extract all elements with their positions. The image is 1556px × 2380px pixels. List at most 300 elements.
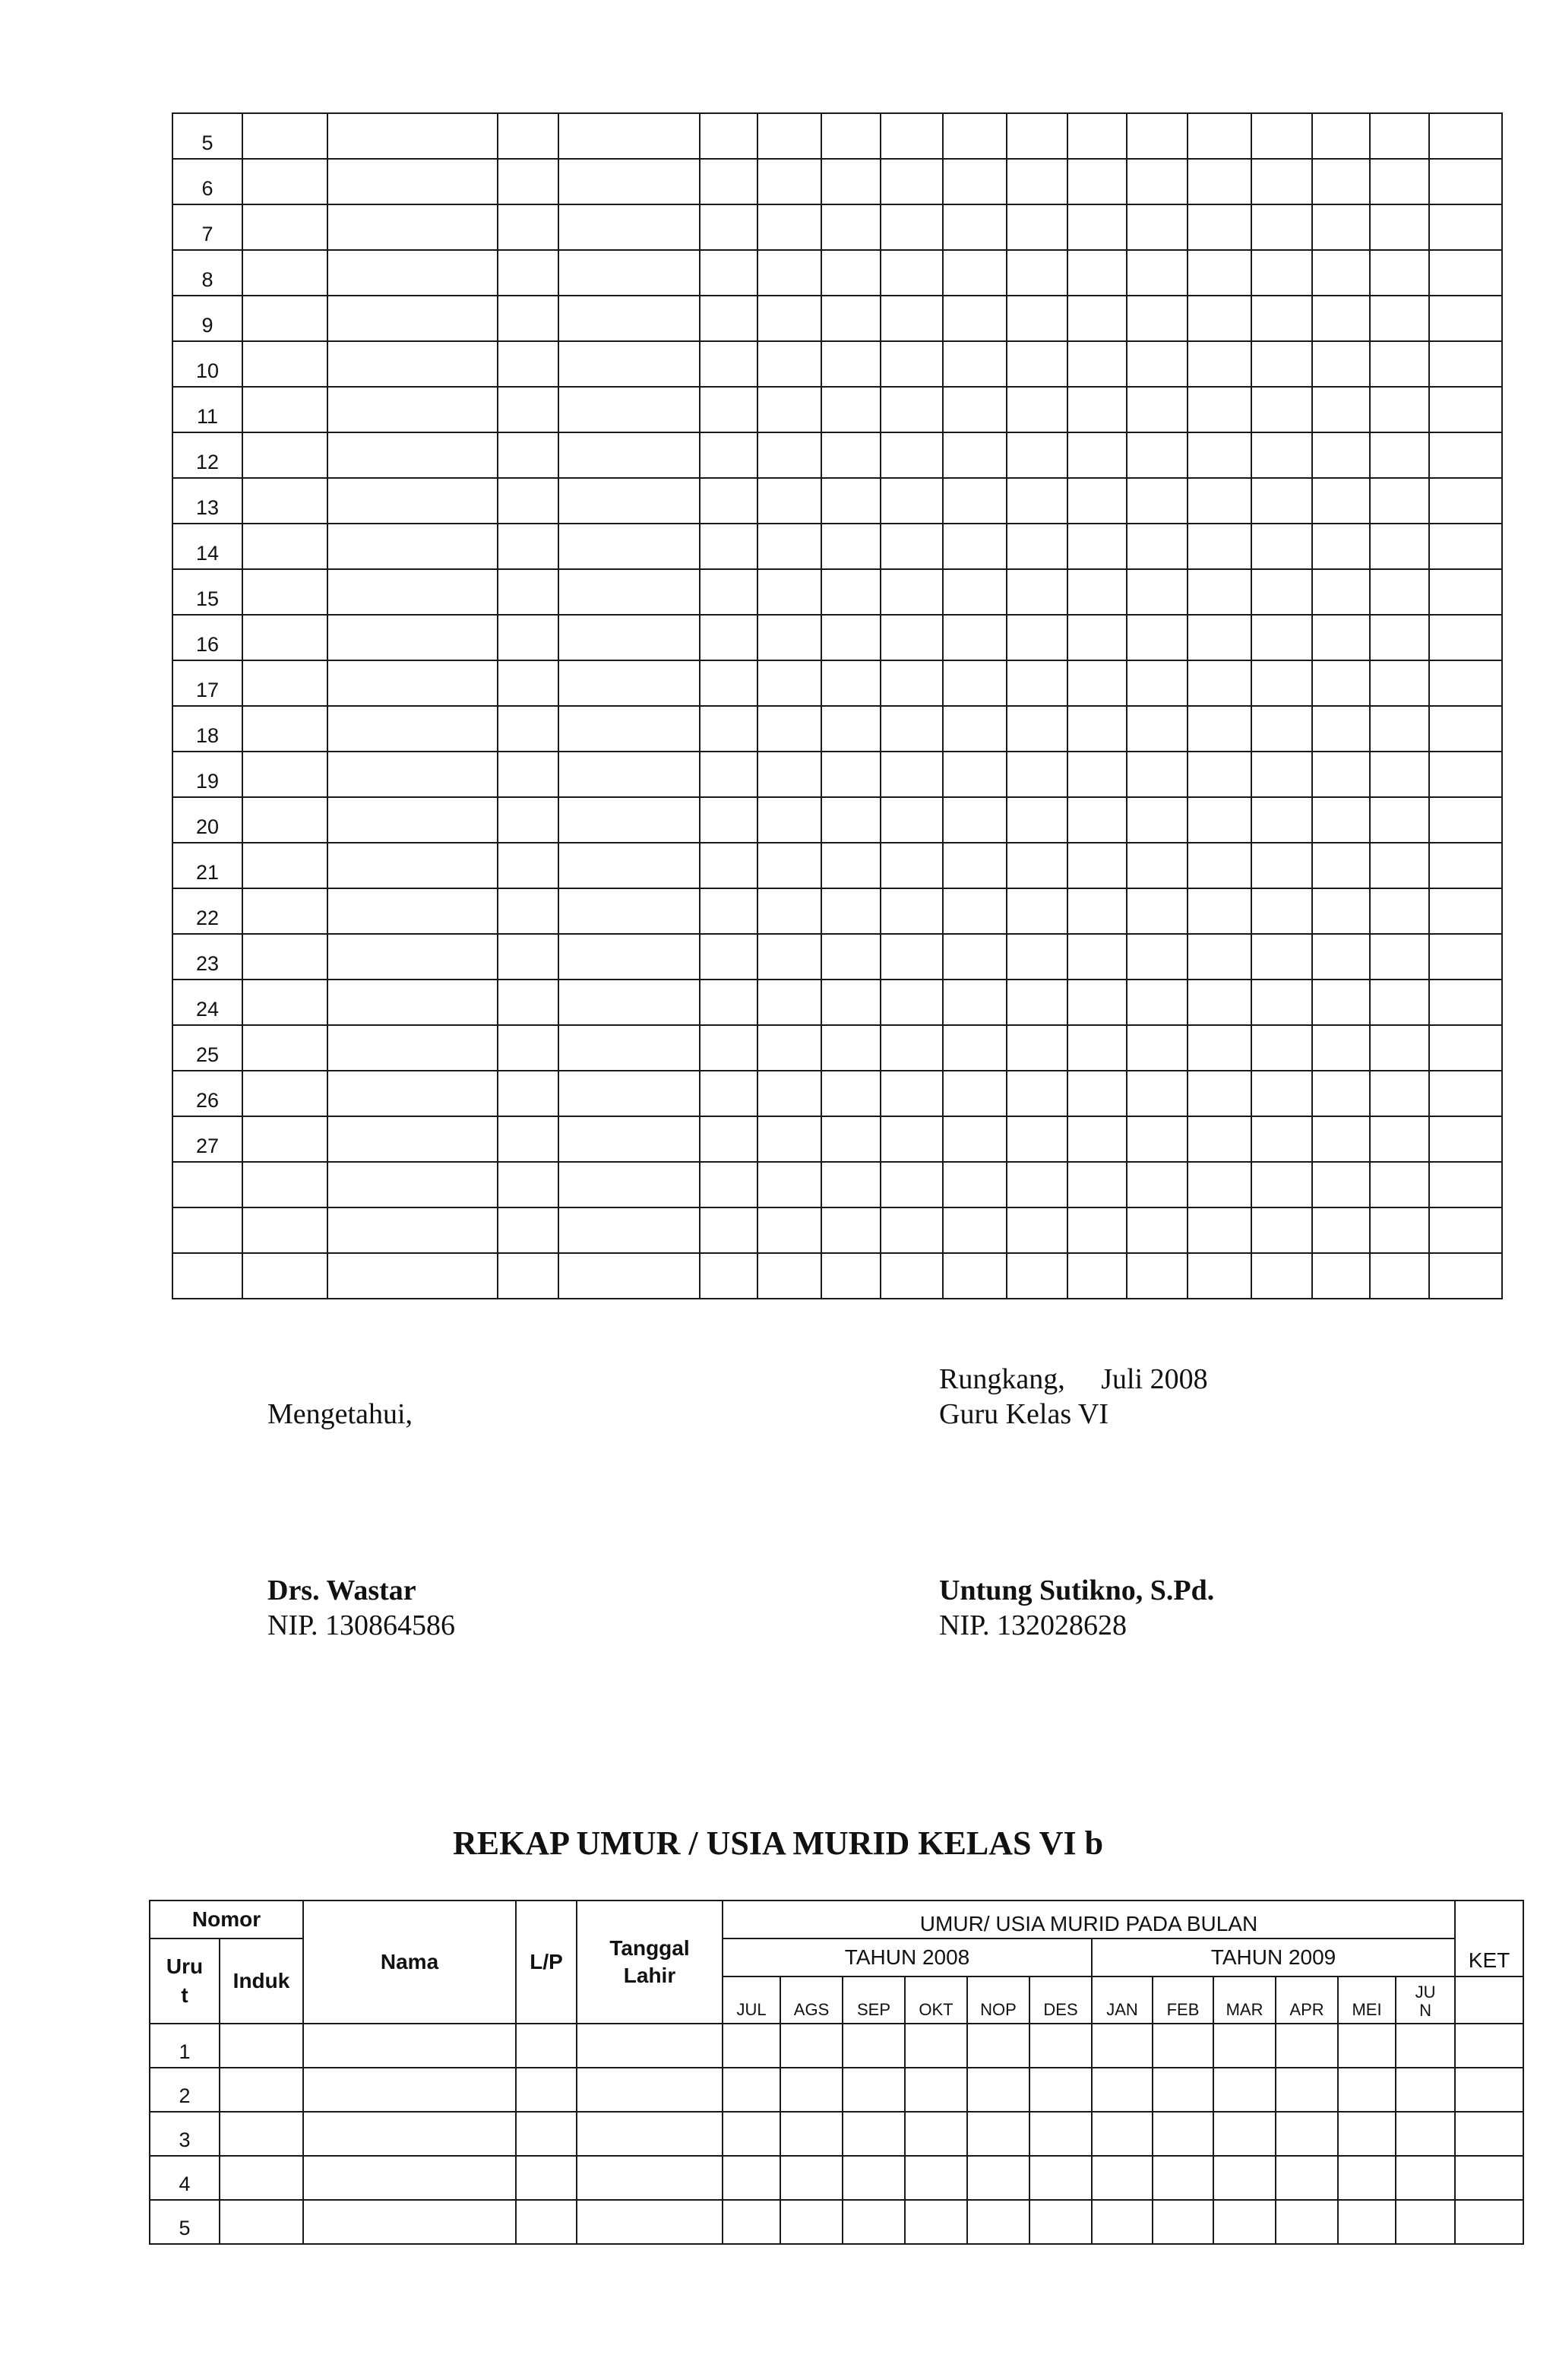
table-cell: [700, 569, 757, 615]
table-cell: [700, 797, 757, 843]
table-cell: [1429, 1071, 1502, 1116]
table-cell: [843, 2200, 905, 2244]
table-cell: [700, 341, 757, 387]
table-cell: [881, 1207, 943, 1253]
row-number: 17: [195, 679, 220, 701]
table-cell: [1007, 296, 1067, 341]
table-cell: [821, 341, 881, 387]
table-cell: [242, 752, 327, 797]
table-cell: [242, 934, 327, 980]
table-cell: [1188, 296, 1251, 341]
table-cell: [1153, 2068, 1213, 2112]
table-cell: [1007, 341, 1067, 387]
table-cell: [558, 797, 700, 843]
table-cell: [1251, 1253, 1312, 1299]
table-cell: [1188, 660, 1251, 706]
table-cell: [1007, 660, 1067, 706]
table-cell: [700, 1071, 757, 1116]
table-cell: [242, 432, 327, 478]
row-number: 11: [196, 405, 219, 428]
row-number: 13: [195, 496, 220, 519]
table-cell: [1396, 2200, 1455, 2244]
table-cell: [881, 432, 943, 478]
table-cell: [757, 843, 821, 888]
table-cell: [821, 524, 881, 569]
table-cell: [757, 980, 821, 1025]
table-cell: [757, 615, 821, 660]
table-cell: [1429, 615, 1502, 660]
table-cell: [1429, 1162, 1502, 1207]
table-cell: [558, 341, 700, 387]
table-cell: [1188, 478, 1251, 524]
table-cell: [1312, 1253, 1370, 1299]
table-cell: [881, 296, 943, 341]
table-cell: [905, 2068, 967, 2112]
table-cell: [757, 204, 821, 250]
table-cell: [1127, 980, 1188, 1025]
table-cell: [881, 1071, 943, 1116]
month-nop: NOP: [967, 1976, 1029, 2024]
table-cell: [1251, 980, 1312, 1025]
row-number: 27: [195, 1135, 220, 1157]
table-cell: [498, 934, 558, 980]
table-cell: [1370, 1025, 1429, 1071]
table-cell: [821, 797, 881, 843]
table-cell: [242, 797, 327, 843]
table-cell: [1127, 1116, 1188, 1162]
table-cell: [1429, 296, 1502, 341]
table-cell: [967, 2068, 1029, 2112]
month-jun: JU N: [1396, 1976, 1455, 2024]
row-number-cell: [172, 1025, 242, 1071]
table-cell: [757, 1253, 821, 1299]
table-cell: [1067, 159, 1127, 204]
row-number: 1: [179, 2040, 191, 2063]
table-cell: [1251, 660, 1312, 706]
table-cell: [498, 888, 558, 934]
table-cell: [242, 204, 327, 250]
table-cell: [327, 432, 498, 478]
table-row: [150, 2068, 1523, 2112]
table-cell: [242, 660, 327, 706]
table-cell: [516, 2156, 577, 2200]
table-cell: [577, 2200, 723, 2244]
table-cell: [1188, 432, 1251, 478]
table-cell: [1029, 2112, 1092, 2156]
table-cell: [242, 1071, 327, 1116]
row-number-cell: [172, 250, 242, 296]
table-cell: [1312, 706, 1370, 752]
row-number-cell: [172, 660, 242, 706]
row-number: 21: [195, 861, 220, 884]
table-cell: [558, 888, 700, 934]
table-cell: [1188, 1071, 1251, 1116]
table-cell: [1067, 797, 1127, 843]
table-cell: [1251, 1162, 1312, 1207]
table-cell: [1127, 478, 1188, 524]
table-cell: [1251, 1025, 1312, 1071]
table-cell: [220, 2156, 303, 2200]
table-cell: [1188, 980, 1251, 1025]
table-cell: [327, 615, 498, 660]
table-cell: [1429, 706, 1502, 752]
table-cell: [1251, 934, 1312, 980]
table-cell: [821, 204, 881, 250]
table-cell: [1338, 2024, 1396, 2068]
table-cell: [220, 2200, 303, 2244]
table-cell: [577, 2068, 723, 2112]
table-cell: [1312, 1025, 1370, 1071]
row-number: 3: [179, 2128, 191, 2151]
table-cell: [821, 432, 881, 478]
table-cell: [1370, 660, 1429, 706]
table-cell: [1370, 888, 1429, 934]
table-cell: [327, 159, 498, 204]
table-cell: [1370, 706, 1429, 752]
table-cell: [1188, 752, 1251, 797]
table-row: [172, 706, 1502, 752]
table-cell: [498, 752, 558, 797]
row-number-cell: [172, 524, 242, 569]
table-cell: [327, 888, 498, 934]
table-cell: [881, 1025, 943, 1071]
table-cell: [757, 1071, 821, 1116]
table-cell: [1455, 2200, 1523, 2244]
table-cell: [1127, 341, 1188, 387]
table-cell: [1127, 660, 1188, 706]
table-cell: [558, 615, 700, 660]
table-cell: [700, 934, 757, 980]
row-number-cell: [172, 341, 242, 387]
table-cell: [1251, 432, 1312, 478]
table-cell: [220, 2112, 303, 2156]
table-cell: [1127, 296, 1188, 341]
table-cell: [1188, 1025, 1251, 1071]
table-cell: [821, 569, 881, 615]
table-cell: [1067, 752, 1127, 797]
table-cell: [498, 524, 558, 569]
row-number: 8: [201, 268, 213, 291]
table-cell: [700, 843, 757, 888]
table-cell: [1312, 159, 1370, 204]
header-tahun-2009: TAHUN 2009: [1092, 1938, 1455, 1976]
table-cell: [843, 2112, 905, 2156]
table-cell: [1067, 296, 1127, 341]
table-cell: [700, 1116, 757, 1162]
table-cell: [723, 2068, 780, 2112]
table-cell: [943, 387, 1007, 432]
table-row: [150, 2200, 1523, 2244]
row-number: 15: [195, 587, 220, 610]
top-table: [172, 112, 1503, 1299]
row-number: 19: [195, 770, 220, 793]
table-cell: [1067, 524, 1127, 569]
table-cell: [1429, 980, 1502, 1025]
table-cell: [881, 797, 943, 843]
table-cell: [821, 113, 881, 159]
table-cell: [1067, 250, 1127, 296]
table-cell: [881, 113, 943, 159]
table-cell: [1338, 2200, 1396, 2244]
table-cell: [327, 1116, 498, 1162]
table-cell: [1276, 2112, 1338, 2156]
table-row: [172, 1207, 1502, 1253]
table-cell: [498, 478, 558, 524]
table-cell: [1092, 2024, 1153, 2068]
table-cell: [943, 706, 1007, 752]
table-cell: [1429, 1207, 1502, 1253]
table-cell: [700, 387, 757, 432]
table-cell: [700, 1162, 757, 1207]
table-cell: [1429, 524, 1502, 569]
table-cell: [1127, 250, 1188, 296]
table-row: [172, 204, 1502, 250]
table-cell: [967, 2156, 1029, 2200]
table-cell: [1429, 752, 1502, 797]
table-cell: [1251, 888, 1312, 934]
table-cell: [1188, 1162, 1251, 1207]
table-cell: [1188, 934, 1251, 980]
table-cell: [1396, 2156, 1455, 2200]
table-cell: [881, 569, 943, 615]
table-cell: [943, 615, 1007, 660]
table-cell: [1370, 341, 1429, 387]
table-cell: [1429, 1116, 1502, 1162]
table-cell: [821, 296, 881, 341]
table-cell: [327, 113, 498, 159]
table-cell: [498, 706, 558, 752]
table-cell: [821, 660, 881, 706]
table-cell: [242, 387, 327, 432]
table-cell: [1188, 204, 1251, 250]
table-cell: [242, 706, 327, 752]
table-cell: [943, 752, 1007, 797]
table-cell: [516, 2112, 577, 2156]
table-cell: [1312, 387, 1370, 432]
table-cell: [757, 706, 821, 752]
table-cell: [1370, 1116, 1429, 1162]
table-cell: [1067, 888, 1127, 934]
table-cell: [303, 2200, 516, 2244]
table-cell: [757, 250, 821, 296]
table-cell: [1429, 1253, 1502, 1299]
table-cell: [1188, 888, 1251, 934]
table-cell: [558, 660, 700, 706]
table-cell: [1312, 660, 1370, 706]
table-cell: [881, 888, 943, 934]
table-cell: [1188, 843, 1251, 888]
table-cell: [558, 250, 700, 296]
table-cell: [558, 432, 700, 478]
table-cell: [1127, 113, 1188, 159]
table-cell: [1007, 250, 1067, 296]
principal-nip: NIP. 130864586: [267, 1609, 456, 1641]
table-cell: [780, 2200, 843, 2244]
table-cell: [1127, 934, 1188, 980]
table-cell: [577, 2112, 723, 2156]
table-cell: [498, 387, 558, 432]
table-cell: [1312, 843, 1370, 888]
table-cell: [1370, 432, 1429, 478]
table-cell: [780, 2068, 843, 2112]
table-cell: [780, 2024, 843, 2068]
table-cell: [757, 1207, 821, 1253]
table-cell: [881, 1253, 943, 1299]
table-cell: [558, 934, 700, 980]
table-cell: [1127, 1025, 1188, 1071]
table-cell: [498, 1253, 558, 1299]
table-cell: [881, 524, 943, 569]
table-cell: [558, 1116, 700, 1162]
table-cell: [821, 706, 881, 752]
table-cell: [1251, 159, 1312, 204]
row-number-cell: [172, 980, 242, 1025]
table-row: [172, 569, 1502, 615]
table-cell: [242, 341, 327, 387]
table-cell: [327, 341, 498, 387]
table-cell: [1312, 478, 1370, 524]
table-cell: [1007, 1116, 1067, 1162]
table-cell: [881, 706, 943, 752]
table-row: [172, 980, 1502, 1025]
page-title: REKAP UMUR / USIA MURID KELAS VI b: [452, 1825, 1104, 1862]
row-number: 20: [195, 815, 220, 838]
table-cell: [881, 250, 943, 296]
table-cell: [1127, 1207, 1188, 1253]
row-number-cell: [172, 1207, 242, 1253]
table-cell: [1429, 797, 1502, 843]
table-cell: [1188, 1207, 1251, 1253]
table-cell: [1429, 843, 1502, 888]
row-number-cell: [172, 432, 242, 478]
table-cell: [1276, 2024, 1338, 2068]
table-cell: [700, 660, 757, 706]
table-cell: [1188, 159, 1251, 204]
table-cell: [1067, 1116, 1127, 1162]
table-cell: [1007, 478, 1067, 524]
row-number: 6: [201, 177, 213, 200]
table-cell: [1370, 387, 1429, 432]
table-cell: [1251, 615, 1312, 660]
table-cell: [327, 934, 498, 980]
row-number-cell: [150, 2068, 220, 2112]
table-cell: [881, 204, 943, 250]
row-number-cell: [172, 706, 242, 752]
table-cell: [1312, 250, 1370, 296]
table-cell: [1007, 934, 1067, 980]
table-cell: [558, 113, 700, 159]
table-cell: [821, 159, 881, 204]
table-cell: [242, 524, 327, 569]
table-cell: [327, 660, 498, 706]
table-cell: [498, 980, 558, 1025]
table-cell: [558, 843, 700, 888]
table-cell: [1007, 843, 1067, 888]
table-cell: [1251, 797, 1312, 843]
table-cell: [1213, 2112, 1276, 2156]
table-cell: [1370, 569, 1429, 615]
table-cell: [1251, 341, 1312, 387]
table-cell: [516, 2200, 577, 2244]
table-cell: [700, 706, 757, 752]
row-number-cell: [172, 752, 242, 797]
table-cell: [943, 797, 1007, 843]
table-cell: [1429, 660, 1502, 706]
table-cell: [1067, 341, 1127, 387]
table-cell: [723, 2024, 780, 2068]
table-cell: [1312, 432, 1370, 478]
table-row: [172, 1253, 1502, 1299]
row-number-cell: [172, 934, 242, 980]
table-cell: [1127, 1162, 1188, 1207]
row-number-cell: [172, 1162, 242, 1207]
table-cell: [1429, 250, 1502, 296]
table-cell: [700, 159, 757, 204]
table-cell: [1429, 387, 1502, 432]
table-cell: [821, 1071, 881, 1116]
table-cell: [1370, 159, 1429, 204]
table-cell: [1396, 2068, 1455, 2112]
table-cell: [1213, 2156, 1276, 2200]
row-number: 9: [201, 314, 213, 337]
table-row: [172, 524, 1502, 569]
table-cell: [1396, 2024, 1455, 2068]
table-cell: [577, 2156, 723, 2200]
table-cell: [1251, 1071, 1312, 1116]
table-cell: [943, 1162, 1007, 1207]
table-cell: [1188, 1116, 1251, 1162]
table-cell: [1153, 2156, 1213, 2200]
table-cell: [881, 1162, 943, 1207]
table-cell: [757, 432, 821, 478]
table-cell: [498, 432, 558, 478]
table-cell: [498, 296, 558, 341]
table-cell: [558, 204, 700, 250]
row-number: 14: [195, 542, 220, 565]
table-cell: [1251, 1207, 1312, 1253]
table-row: [172, 341, 1502, 387]
table-cell: [881, 615, 943, 660]
table-cell: [700, 524, 757, 569]
table-cell: [1338, 2156, 1396, 2200]
header-ket: KET: [1455, 1901, 1523, 1976]
table-cell: [1127, 752, 1188, 797]
table-cell: [303, 2024, 516, 2068]
table-cell: [1188, 706, 1251, 752]
table-cell: [1127, 615, 1188, 660]
row-number-cell: [172, 387, 242, 432]
table-cell: [723, 2156, 780, 2200]
table-cell: [1213, 2068, 1276, 2112]
table-cell: [1007, 204, 1067, 250]
table-cell: [943, 159, 1007, 204]
table-cell: [1251, 296, 1312, 341]
table-cell: [1455, 2112, 1523, 2156]
table-cell: [1251, 250, 1312, 296]
table-cell: [242, 980, 327, 1025]
table-cell: [1007, 1025, 1067, 1071]
table-cell: [327, 478, 498, 524]
table-cell: [327, 752, 498, 797]
table-cell: [1153, 2024, 1213, 2068]
table-row: [172, 615, 1502, 660]
table-cell: [1067, 843, 1127, 888]
table-row: [172, 296, 1502, 341]
table-cell: [843, 2024, 905, 2068]
row-number: 7: [201, 223, 213, 245]
table-cell: [700, 432, 757, 478]
table-cell: [1312, 1162, 1370, 1207]
